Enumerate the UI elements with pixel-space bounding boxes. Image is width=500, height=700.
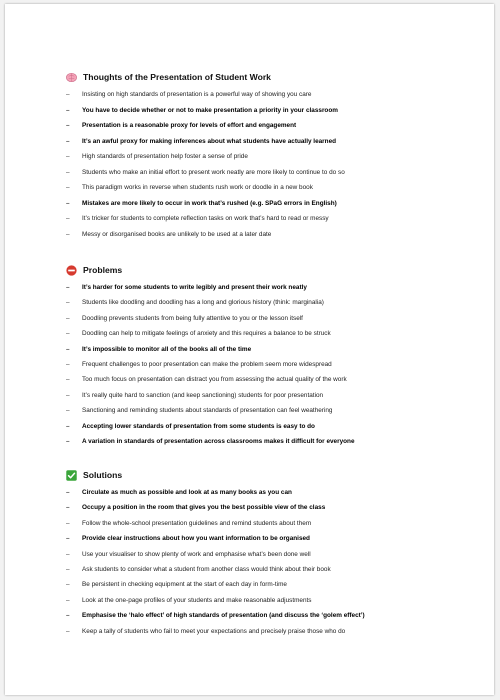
bullet-dash: – xyxy=(66,199,70,207)
list-item: – Mistakes are more likely to occur in work that’s rushed (e.g. SPaG errors in English) xyxy=(66,199,337,207)
list-item: – Sanctioning and reminding students about standards of presentation can feel weathering xyxy=(66,407,333,415)
list-item: – Ask students to consider what a student from another class would think about their book xyxy=(66,565,331,573)
list-item: – It’s impossible to monitor all of the books all of the time xyxy=(66,345,252,353)
section-thoughts xyxy=(66,70,466,246)
list-item: – This paradigm works in reverse when students rush work or doodle in a new book xyxy=(66,184,313,191)
brain-icon xyxy=(66,72,77,83)
bullet-dash: – xyxy=(66,489,70,496)
bullet-list xyxy=(66,91,466,239)
check-mark-icon xyxy=(66,470,77,481)
list-item: – It’s tricker for students to complete reflection tasks on work that’s hard to read or messy xyxy=(66,215,329,222)
section-title: Thoughts of the Presentation of Student Work xyxy=(83,72,271,82)
section-problems xyxy=(66,263,466,453)
list-item: – Messy or disorganised books are unlikely to be used at a later date xyxy=(66,230,272,238)
list-item: – Occupy a position in the room that gives you the best possible view of the class xyxy=(66,504,326,512)
bullet-dash: – xyxy=(66,284,70,291)
list-item: – Look at the one-page profiles of your students and make reasonable adjustments xyxy=(66,596,312,604)
bullet-dash: – xyxy=(66,596,70,604)
list-item: – It’s an awful proxy for making inferences about what students have actually learned xyxy=(66,137,337,145)
bullet-dash: – xyxy=(66,504,70,512)
bullet-dash: – xyxy=(66,345,70,353)
list-item: – Frequent challenges to poor presentation can make the problem seem more widespread xyxy=(66,360,332,368)
bullet-dash: – xyxy=(66,314,70,322)
bullet-dash: – xyxy=(66,106,70,114)
section-solutions xyxy=(66,468,466,643)
bullet-dash: – xyxy=(66,437,70,445)
list-item: – High standards of presentation help foster a sense of pride xyxy=(66,153,248,160)
bullet-dash: – xyxy=(66,91,70,98)
bullet-dash: – xyxy=(66,519,70,527)
list-item: – Be persistent in checking equipment at the start of each day in form-time xyxy=(66,581,287,589)
list-item: – Keep a tally of students who fail to meet your expectations and precisely praise those who do xyxy=(66,627,346,635)
bullet-dash: – xyxy=(66,122,70,129)
bullet-list xyxy=(66,489,466,636)
bullet-dash: – xyxy=(66,627,70,635)
bullet-dash: – xyxy=(66,299,70,307)
list-item: – It’s harder for some students to write legibly and present their work neatly xyxy=(66,284,307,291)
bullet-dash: – xyxy=(66,153,70,160)
list-item: – Too much focus on presentation can distract you from assessing the actual quality of the work xyxy=(66,376,347,384)
bullet-dash: – xyxy=(66,184,70,191)
bullet-dash: – xyxy=(66,422,70,430)
bullet-dash: – xyxy=(66,535,70,543)
list-item: – Circulate as much as possible and look at as many books as you can xyxy=(66,489,292,496)
list-item: – Accepting lower standards of presentation from some students is easy to do xyxy=(66,422,315,430)
list-item: – Students who make an initial effort to present work neatly are more likely to continue to do so xyxy=(66,168,345,176)
list-item: – You have to decide whether or not to make presentation a priority in your classroom xyxy=(66,106,338,114)
bullet-dash: – xyxy=(66,376,70,384)
bullet-dash: – xyxy=(66,215,70,222)
section-heading xyxy=(66,70,466,84)
section-title: Solutions xyxy=(83,470,123,480)
list-item: – A variation in standards of presentation across classrooms makes it difficult for everyone xyxy=(66,437,355,445)
list-item: – It’s really quite hard to sanction (and keep sanctioning) students for poor presentation xyxy=(66,391,324,399)
list-item: – Provide clear instructions about how you want information to be organised xyxy=(66,535,310,543)
document-page xyxy=(5,4,494,695)
bullet-dash: – xyxy=(66,391,70,399)
bullet-dash: – xyxy=(66,137,70,145)
bullet-dash: – xyxy=(66,581,70,589)
bullet-dash: – xyxy=(66,330,70,338)
section-title: Problems xyxy=(83,265,123,275)
list-item: – Use your visualiser to show plenty of work and emphasise what’s been done well xyxy=(66,550,311,558)
bullet-dash: – xyxy=(66,407,70,415)
list-item: – Students like doodling and doodling has a long and glorious history (think: marginalia) xyxy=(66,299,324,307)
list-item: – Emphasise the ‘halo effect’ of high standards of presentation (and discuss the ‘golem effect’) xyxy=(66,612,365,620)
section-heading xyxy=(66,468,466,482)
list-item: – Doodling prevents students from being fully attentive to you or the lesson itself xyxy=(66,314,303,322)
list-item: – Follow the whole-school presentation guidelines and remind students about them xyxy=(66,519,312,527)
section-heading xyxy=(66,263,466,277)
bullet-dash: – xyxy=(66,360,70,368)
bullet-dash: – xyxy=(66,230,70,238)
list-item: – Insisting on high standards of presentation is a powerful way of showing you care xyxy=(66,91,312,98)
bullet-list xyxy=(66,284,466,446)
list-item: – Doodling can help to mitigate feelings of anxiety and this requires a balance to be struck xyxy=(66,330,331,338)
bullet-dash: – xyxy=(66,565,70,573)
bullet-dash: – xyxy=(66,168,70,176)
bullet-dash: – xyxy=(66,612,70,620)
bullet-dash: – xyxy=(66,550,70,558)
list-item: – Presentation is a reasonable proxy for levels of effort and engagement xyxy=(66,122,297,129)
no-entry-icon xyxy=(66,265,77,276)
